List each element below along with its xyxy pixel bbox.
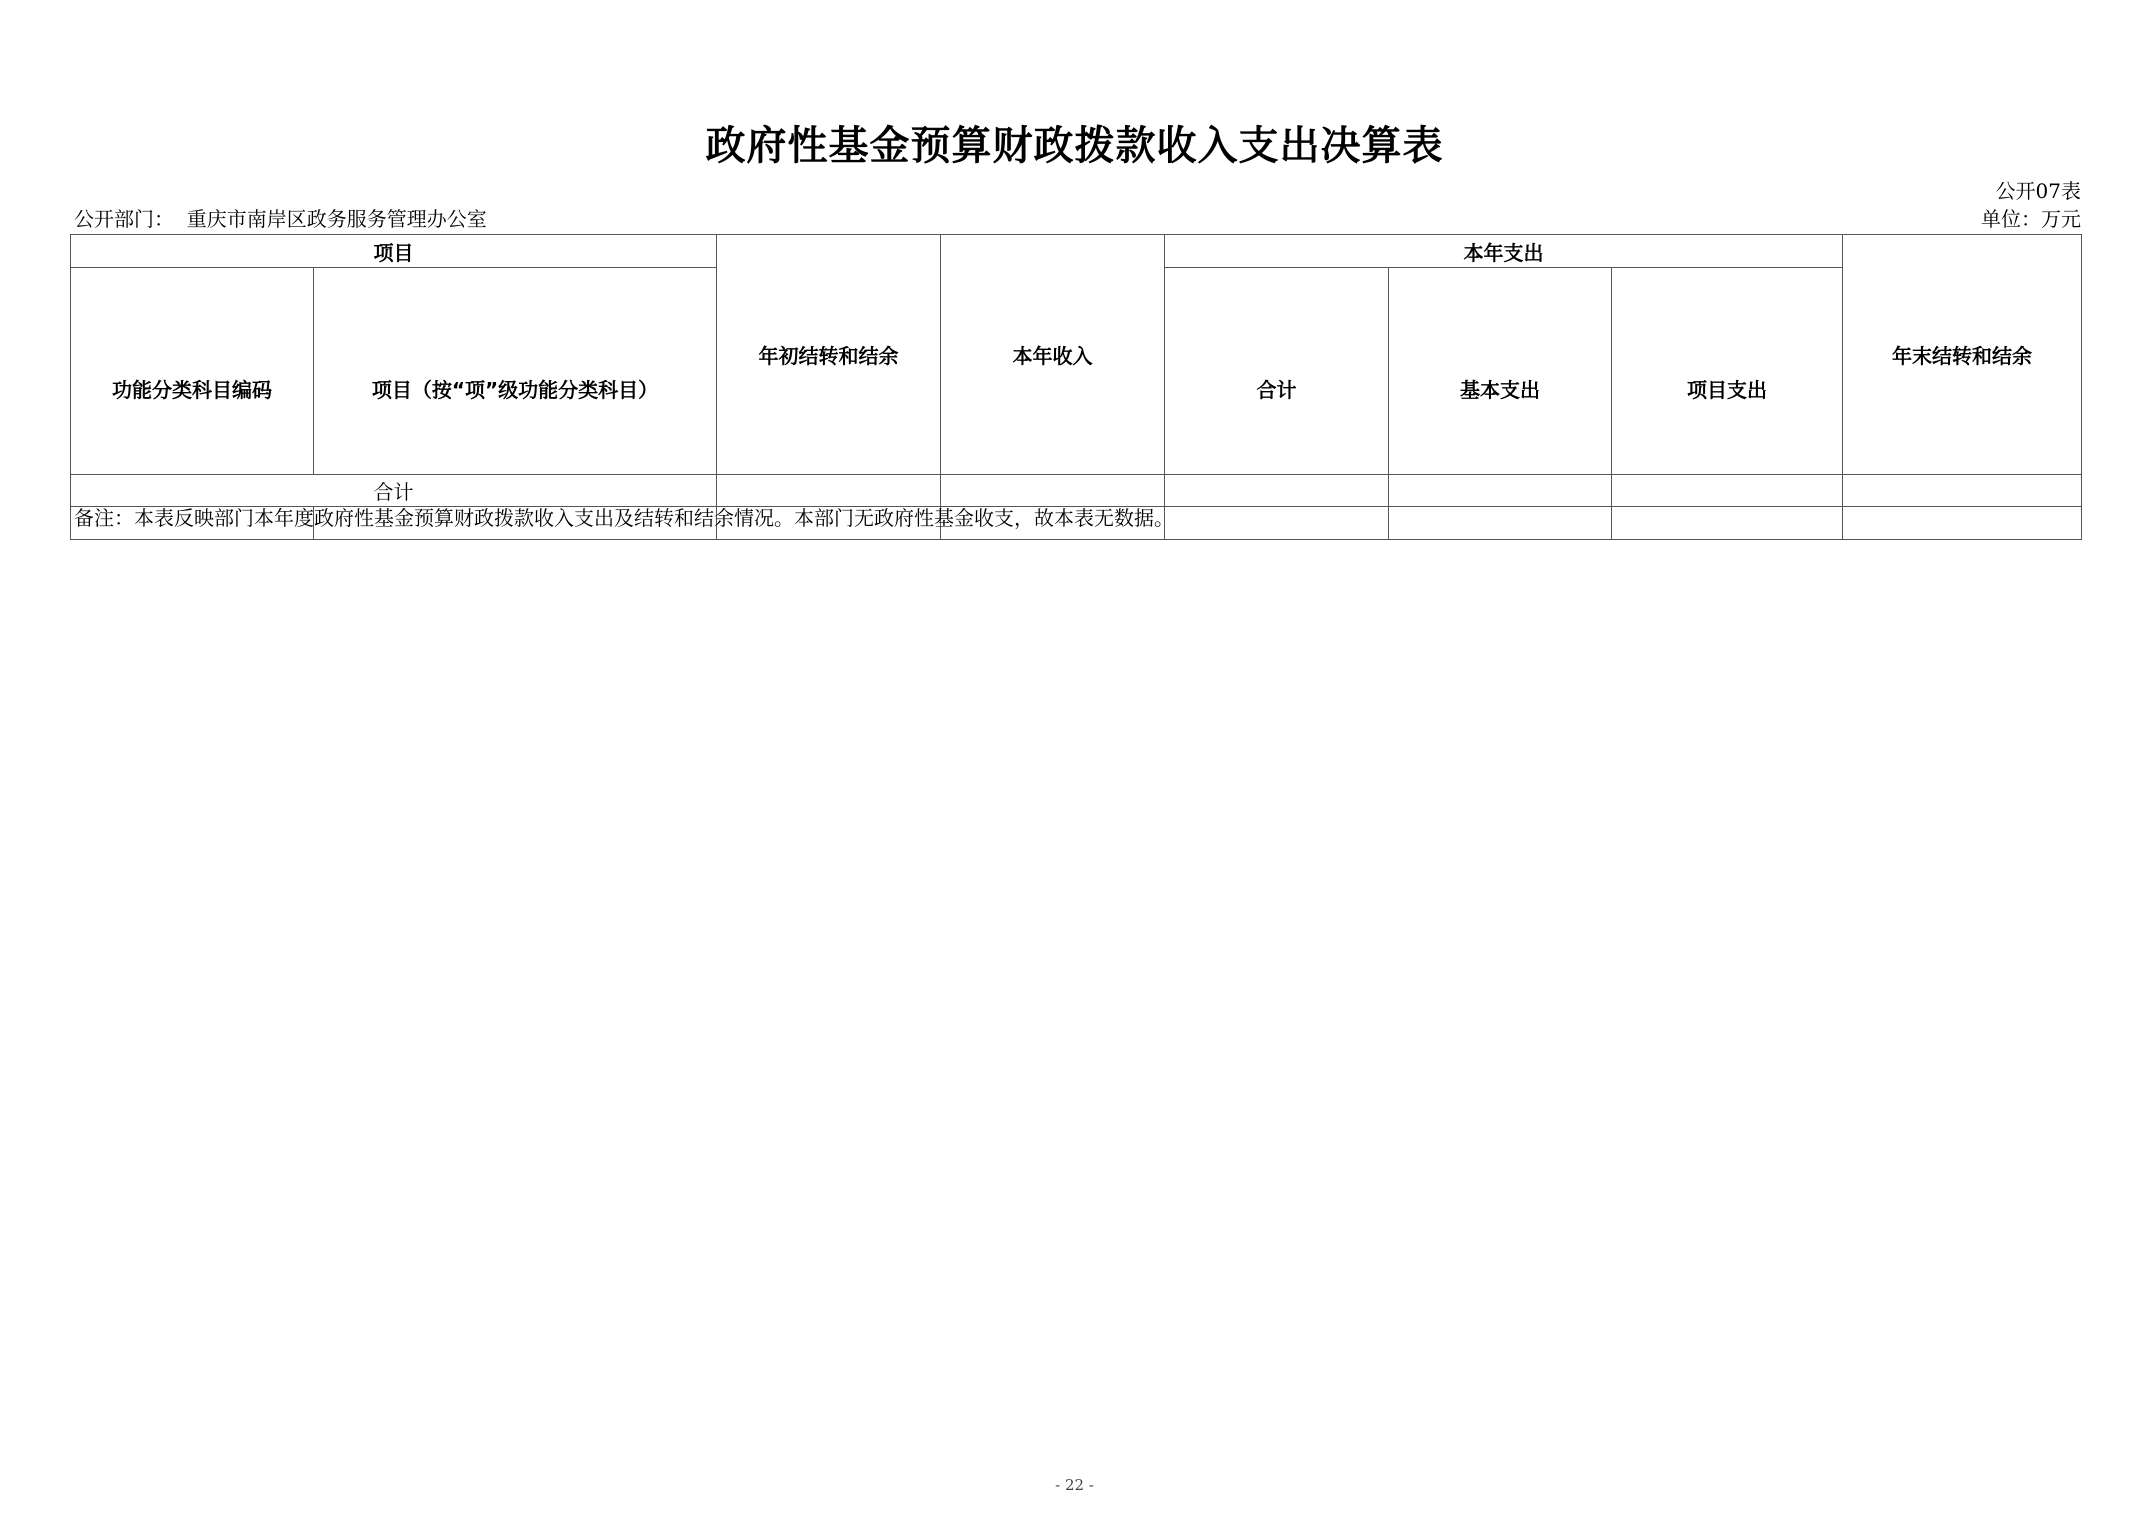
- total-current-income: [941, 475, 1165, 507]
- header-project-by-level: 项目（按“项”级功能分类科目）: [314, 268, 717, 475]
- form-number: 公开07表: [1995, 179, 2081, 203]
- total-closing-balance: [1843, 475, 2082, 507]
- header-function-code: 功能分类科目编码: [71, 268, 314, 475]
- department-name: 重庆市南岸区政务服务管理办公室: [186, 207, 487, 231]
- header-current-income: 本年收入: [941, 235, 1165, 475]
- header-expenditure-total: 合计: [1165, 268, 1389, 475]
- page-title: 政府性基金预算财政拨款收入支出决算表: [705, 123, 1444, 169]
- header-project: 项目: [71, 235, 717, 268]
- cell-basic-expenditure: [1389, 507, 1612, 540]
- department-label: 公开部门：: [74, 207, 174, 231]
- unit-label: 单位：万元: [1981, 207, 2081, 231]
- total-opening-balance: [717, 475, 941, 507]
- total-basic-expenditure: [1389, 475, 1612, 507]
- cell-closing-balance: [1843, 507, 2082, 540]
- header-basic-expenditure: 基本支出: [1389, 268, 1612, 475]
- page-number: - 22 -: [1055, 1476, 1094, 1494]
- header-closing-balance: 年末结转和结余: [1843, 235, 2082, 475]
- header-project-expenditure: 项目支出: [1612, 268, 1843, 475]
- total-project-expenditure: [1612, 475, 1843, 507]
- budget-table: [70, 234, 2082, 540]
- header-opening-balance: 年初结转和结余: [717, 235, 941, 475]
- header-row-1: [71, 235, 2082, 268]
- header-current-expenditure: 本年支出: [1165, 235, 1843, 268]
- department-line: [74, 206, 487, 232]
- table-note: 备注：本表反映部门本年度政府性基金预算财政拨款收入支出及结转和结余情况。本部门无政府性基金收支，故本表无数据。: [74, 506, 1174, 530]
- cell-project-expenditure: [1612, 507, 1843, 540]
- total-row: [71, 475, 2082, 507]
- total-row-label: 合计: [71, 475, 717, 507]
- total-expenditure-total: [1165, 475, 1389, 507]
- cell-expenditure-total: [1165, 507, 1389, 540]
